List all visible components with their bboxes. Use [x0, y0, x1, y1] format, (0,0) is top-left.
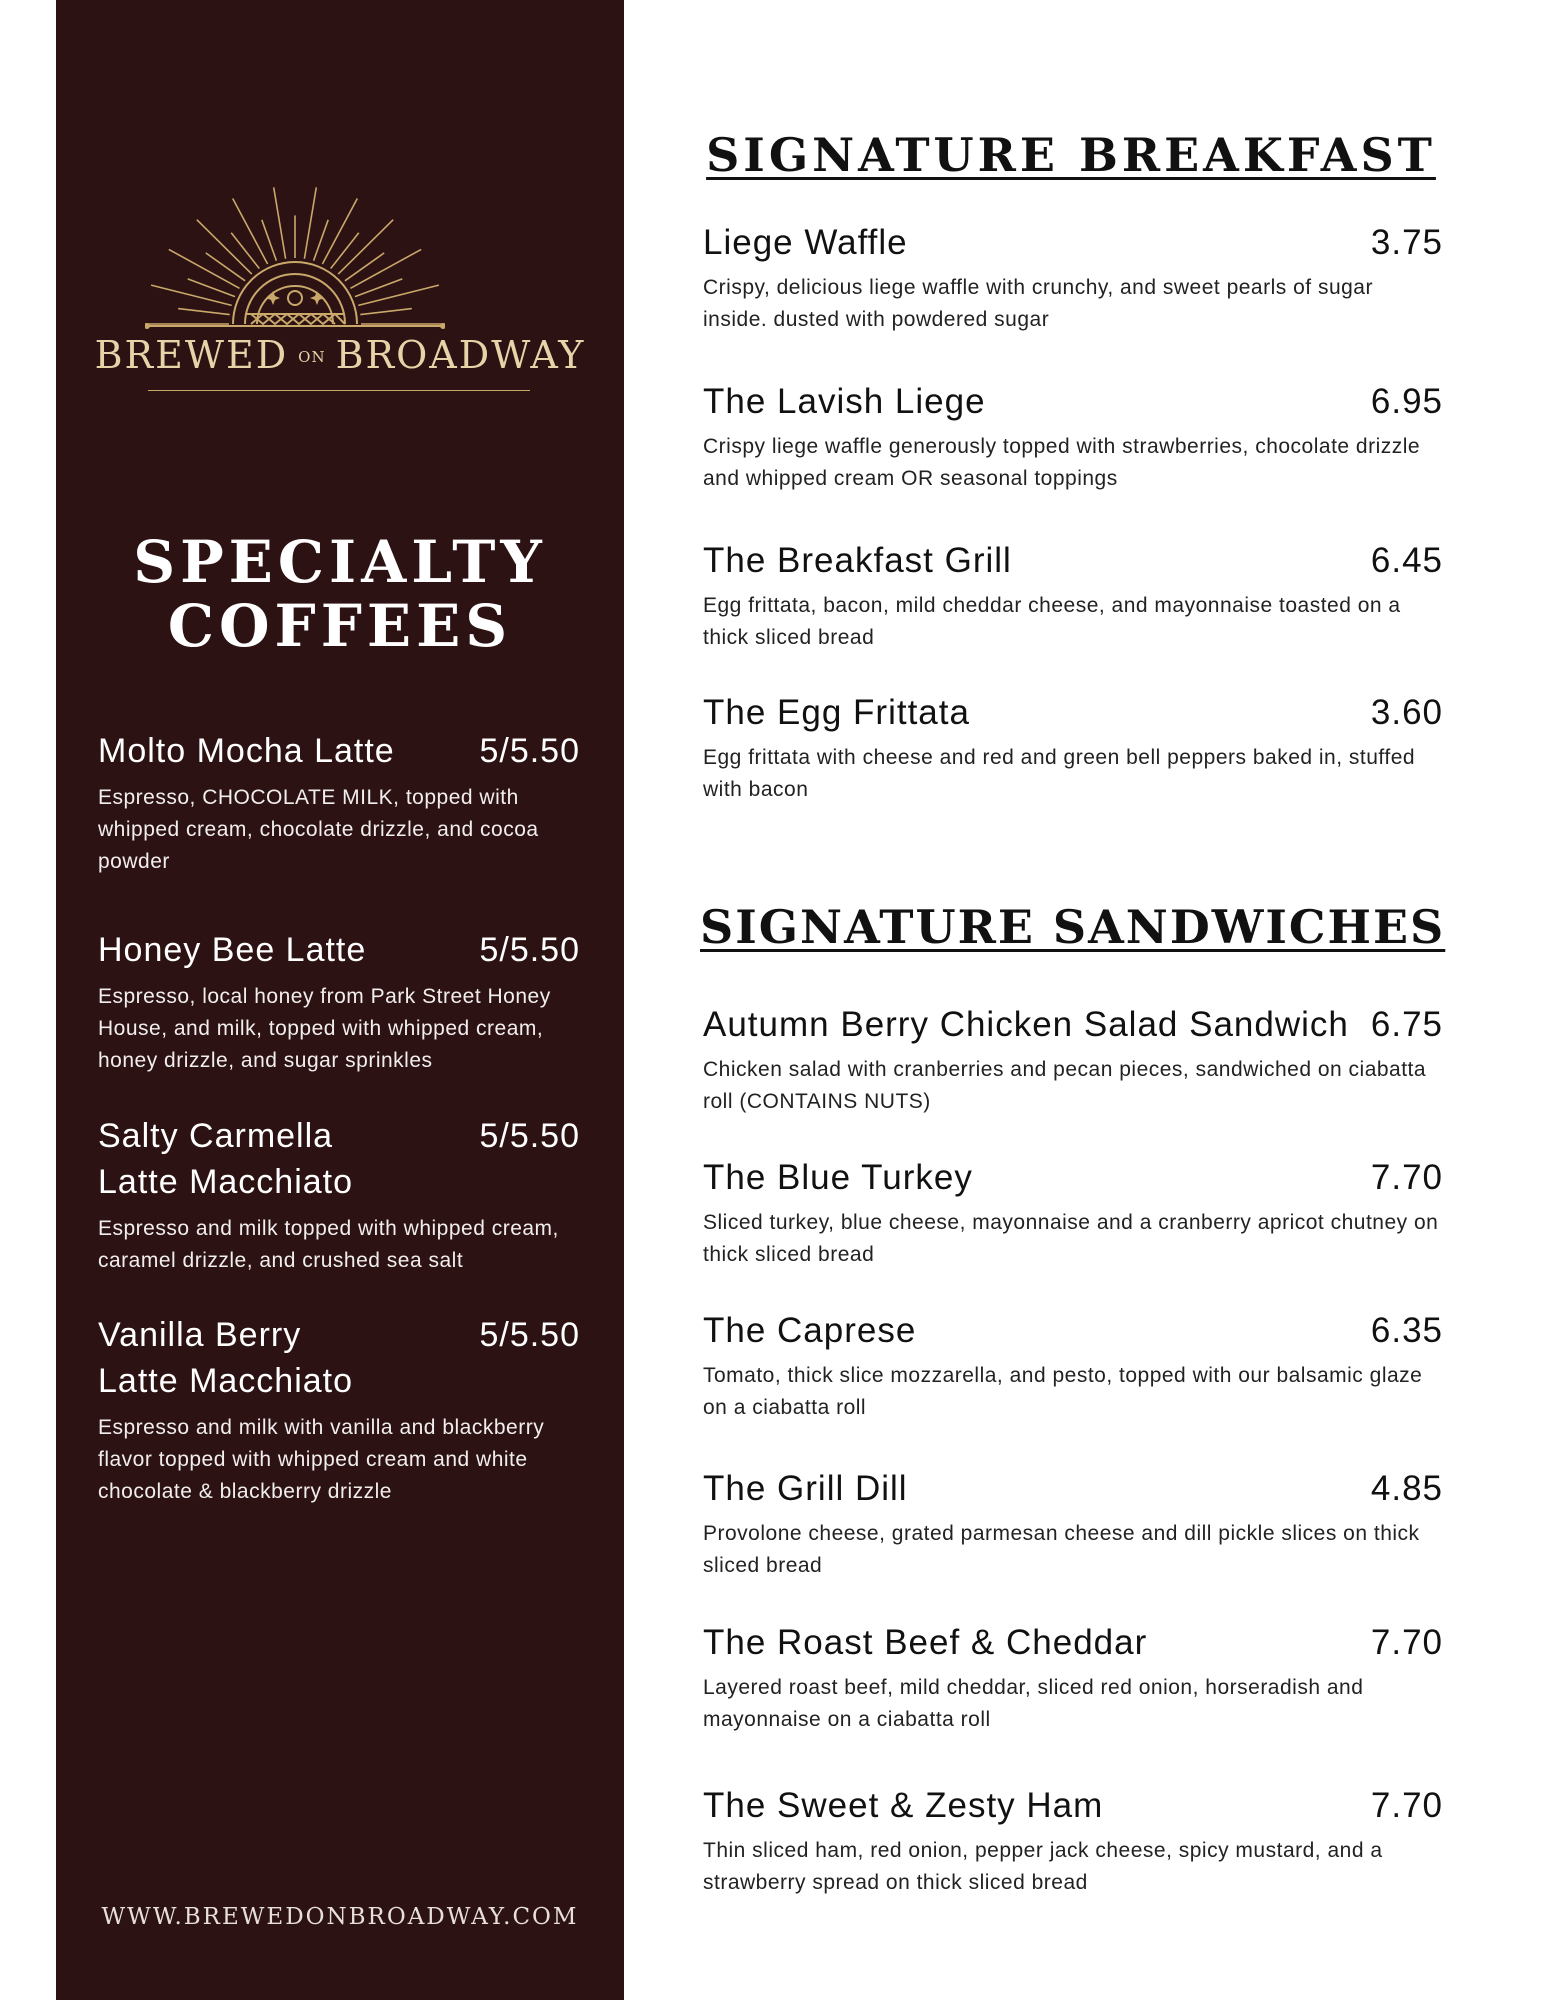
- item-name: The Sweet & Zesty Ham: [703, 1786, 1104, 1825]
- brand-name-part1: BREWED: [94, 333, 289, 377]
- specialty-coffees-title: [56, 530, 624, 658]
- coffee-name-line2: Latte Macchiato: [98, 1362, 354, 1400]
- item-price: 6.45: [1370, 541, 1443, 580]
- sandwich-item: [703, 1002, 1443, 1118]
- coffee-description: Espresso and milk topped with whipped cream, caramel drizzle, and crushed sea salt: [98, 1217, 559, 1272]
- logo-ray: [358, 285, 439, 305]
- coffee-name: Honey Bee Latte: [98, 931, 367, 969]
- item-name: The Breakfast Grill: [703, 541, 1012, 580]
- coffee-item: [98, 728, 582, 878]
- item-description: Tomato, thick slice mozzarella, and pesto, topped with our balsamic glaze on a ciabatta roll: [703, 1364, 1423, 1419]
- sandwich-item: [703, 1466, 1443, 1582]
- item-name: Liege Waffle: [703, 223, 908, 262]
- item-name: The Roast Beef & Cheddar: [703, 1623, 1148, 1662]
- logo-ray: [274, 187, 286, 258]
- website-link[interactable]: WWW.BREWEDONBROADWAY.COM: [101, 1904, 579, 1930]
- item-name: The Egg Frittata: [703, 693, 970, 732]
- coffee-description: Espresso and milk with vanilla and blackberry flavor topped with whipped cream and white chocolate & blackberry drizzle: [98, 1416, 545, 1503]
- coffee-name-line2: Latte Macchiato: [98, 1163, 354, 1201]
- item-price: 4.85: [1370, 1469, 1443, 1508]
- sandwich-item: [703, 1620, 1443, 1736]
- coffee-item: [98, 1113, 582, 1277]
- coffee-price: 5/5.50: [479, 931, 580, 969]
- sunburst-logo-icon: [145, 176, 445, 338]
- item-name: The Lavish Liege: [703, 382, 986, 421]
- item-description: Chicken salad with cranberries and pecan pieces, sandwiched on ciabatta roll (CONTAINS NUTS): [703, 1058, 1427, 1113]
- signature-sandwiches-title: SIGNATURE SANDWICHES: [700, 900, 1446, 954]
- logo-ray: [331, 233, 359, 269]
- logo-ray: [262, 220, 277, 261]
- item-price: 3.75: [1370, 223, 1443, 262]
- specialty-title-line2: COFFEES: [167, 592, 513, 660]
- item-description: Provolone cheese, grated parmesan cheese and dill pickle slices on thick sliced bread: [703, 1522, 1420, 1577]
- coffee-price: 5/5.50: [479, 1117, 580, 1155]
- logo-ray: [314, 220, 329, 261]
- item-description: Crispy liege waffle generously topped with strawberries, chocolate drizzle and whipped cream OR seasonal toppings: [703, 435, 1421, 490]
- brand-name: [56, 333, 624, 377]
- item-description: Crispy, delicious liege waffle with crunchy, and sweet pearls of sugar inside. dusted with powdered sugar: [703, 276, 1373, 331]
- item-description: Thin sliced ham, red onion, pepper jack cheese, spicy mustard, and a strawberry spread on thick sliced bread: [703, 1839, 1383, 1894]
- item-price: 6.35: [1370, 1311, 1443, 1350]
- sandwich-item: [703, 1155, 1443, 1271]
- item-description: Egg frittata with cheese and red and green bell peppers baked in, stuffed with bacon: [703, 746, 1416, 801]
- item-price: 6.75: [1370, 1005, 1443, 1044]
- logo-ray: [322, 199, 357, 265]
- coffee-item: [98, 927, 582, 1077]
- logo-ray: [231, 233, 259, 269]
- item-price: 7.70: [1370, 1786, 1443, 1825]
- breakfast-item: [703, 379, 1443, 495]
- item-price: 3.60: [1370, 693, 1443, 732]
- brand-name-part2: BROADWAY: [335, 333, 586, 377]
- signature-breakfast-title: SIGNATURE BREAKFAST: [706, 128, 1436, 182]
- specialty-title-line1: SPECIALTY: [133, 528, 547, 596]
- item-name: The Caprese: [703, 1311, 917, 1350]
- item-price: 7.70: [1370, 1623, 1443, 1662]
- item-name: The Grill Dill: [703, 1469, 908, 1508]
- logo-ray: [206, 253, 245, 281]
- coffee-description: Espresso, local honey from Park Street Honey House, and milk, topped with whipped cream, honey drizzle, and sugar sprinkles: [98, 985, 551, 1072]
- item-price: 7.70: [1370, 1158, 1443, 1197]
- coffee-price: 5/5.50: [479, 1316, 580, 1354]
- coffee-description: Espresso, CHOCOLATE MILK, topped with whipped cream, chocolate drizzle, and cocoa powder: [98, 786, 539, 873]
- coffee-name: Molto Mocha Latte: [98, 732, 395, 770]
- brand-underline: [148, 390, 530, 391]
- item-description: Layered roast beef, mild cheddar, sliced red onion, horseradish and mayonnaise on a ciabatta roll: [703, 1676, 1364, 1731]
- logo-ray: [178, 309, 230, 315]
- item-name: Autumn Berry Chicken Salad Sandwich: [703, 1005, 1349, 1044]
- brand-name-on: ON: [298, 348, 326, 366]
- item-price: 6.95: [1370, 382, 1443, 421]
- item-description: Egg frittata, bacon, mild cheddar cheese, and mayonnaise toasted on a thick sliced bread: [703, 594, 1401, 649]
- coffee-item: [98, 1312, 582, 1508]
- item-description: Sliced turkey, blue cheese, mayonnaise and a cranberry apricot chutney on thick sliced bread: [703, 1211, 1439, 1266]
- logo-ray: [151, 285, 232, 305]
- breakfast-item: [703, 220, 1443, 336]
- logo-ray: [360, 309, 412, 315]
- sandwich-item: [703, 1783, 1443, 1899]
- coffee-name: Vanilla Berry: [98, 1316, 302, 1354]
- logo-ray: [345, 253, 384, 281]
- logo-ray: [304, 187, 316, 258]
- breakfast-item: [703, 538, 1443, 654]
- coffee-name: Salty Carmella: [98, 1117, 334, 1155]
- item-name: The Blue Turkey: [703, 1158, 973, 1197]
- breakfast-item: [703, 690, 1443, 806]
- coffee-price: 5/5.50: [479, 732, 580, 770]
- sandwich-item: [703, 1308, 1443, 1424]
- logo-ray: [233, 199, 268, 265]
